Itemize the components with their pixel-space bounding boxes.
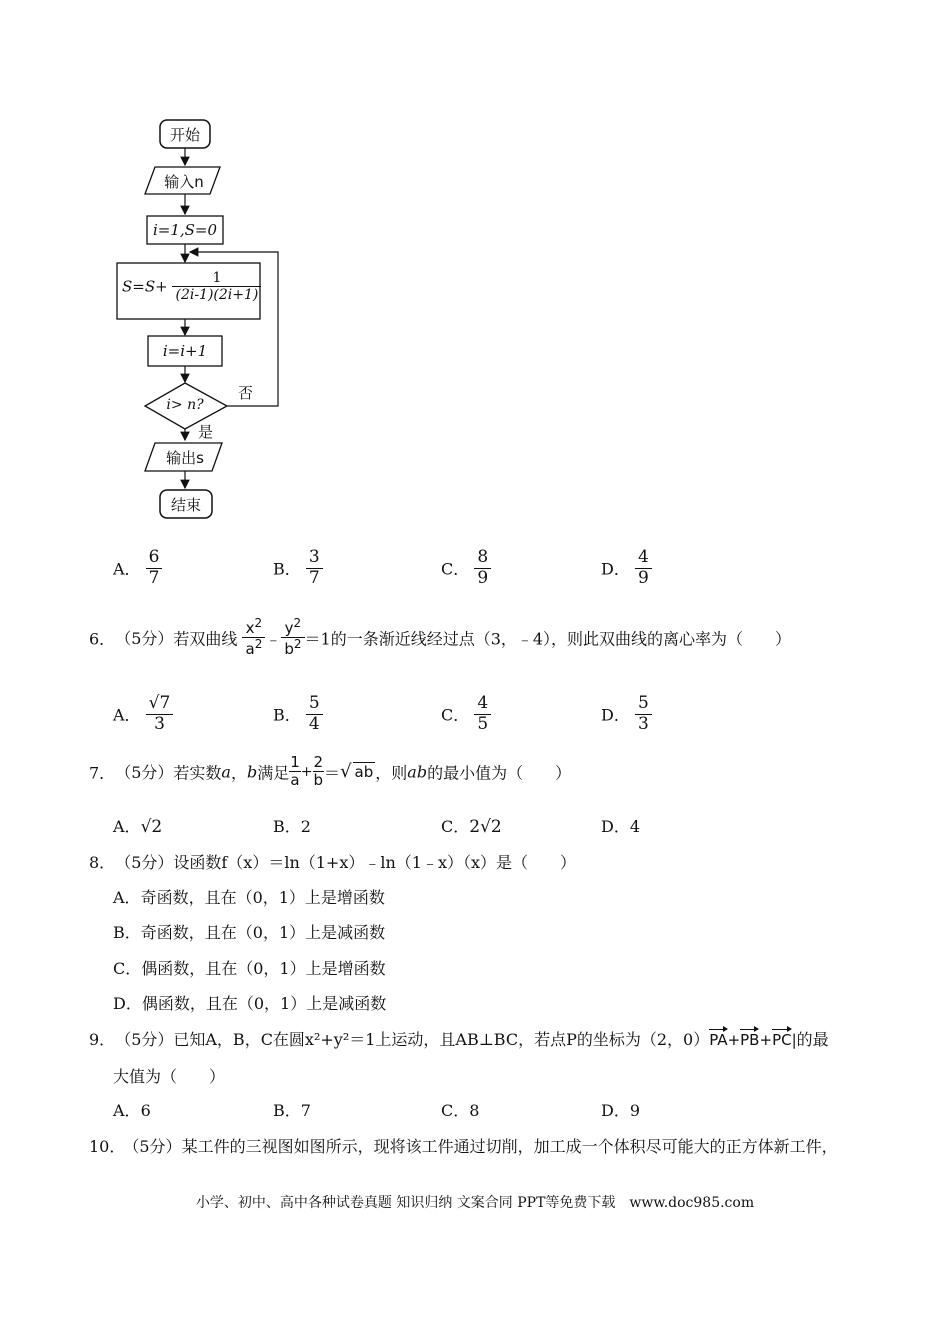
q5-option-c: [441, 548, 491, 588]
q9-option-d: [601, 1098, 640, 1121]
q7-option-c: [441, 814, 502, 837]
q9-option-a-value: 6: [140, 1101, 151, 1120]
q9-line2: 大值为（ ）: [113, 1067, 226, 1086]
q7-ab: ab: [407, 762, 428, 782]
q6-stem: [89, 617, 791, 659]
q9-option-c: [441, 1098, 479, 1121]
flow-start: 开始: [169, 126, 200, 144]
flow-increment: i=i+1: [162, 342, 208, 360]
q6-x-sq: 2: [254, 616, 263, 630]
q6-option-b-num: 5: [306, 694, 323, 715]
flow-update-num: 1: [172, 270, 261, 287]
q7-f2-num: 2: [313, 753, 324, 771]
q6-option-c-letter: C．: [441, 705, 470, 725]
q6-option-d-letter: D．: [601, 705, 630, 725]
flow-update-den: (2i-1)(2i+1): [175, 287, 259, 304]
q8-text: 设函数f（x）＝ln（1+x）﹣ln（1﹣x）（x）是（ ）: [173, 853, 577, 872]
q6-option-b-den: 4: [308, 713, 320, 734]
q8-option-c-letter: C．: [113, 959, 142, 978]
q9-option-c-letter: C．: [441, 1101, 470, 1120]
q7-f1-den: a: [290, 771, 300, 790]
q7-suffix: 的最小值为（ ）: [427, 763, 572, 783]
footer: 小学、初中、高中各种试卷真题 知识归纳 文案合同 PPT等免费下载 www.doc985.com: [195, 1195, 755, 1211]
q6-option-d-den: 3: [637, 713, 649, 734]
q7-suffix-pre: ，则: [375, 763, 408, 783]
q5-option-a-num: 6: [146, 548, 163, 569]
q7-f1-num: 1: [290, 753, 300, 771]
q9-number: 9．: [89, 1030, 116, 1049]
flow-condition: i> n?: [166, 397, 204, 413]
flow-init: i=1,S=0: [152, 221, 218, 239]
q7-f2-den: b: [313, 771, 324, 790]
q9-vec-pb: PB: [740, 1027, 759, 1049]
q6-option-d: [601, 694, 652, 734]
q6-minus: ﹣: [265, 629, 282, 649]
flow-update-lhs: S=S+: [122, 277, 168, 296]
flow-output: 输出s: [166, 449, 204, 467]
q6-option-a: [113, 694, 173, 734]
q9-option-a: [113, 1098, 151, 1121]
q9-score: （5分）: [123, 1030, 174, 1049]
q9-tail: 的最: [796, 1030, 829, 1049]
q5-option-b-num: 3: [306, 548, 323, 569]
q6-option-d-num: 5: [635, 694, 652, 715]
q8-option-d: [113, 991, 386, 1014]
q5-option-d-den: 9: [637, 567, 649, 588]
q5-option-b: [273, 548, 323, 588]
q10-text: 某工件的三视图如图所示，现将该工件通过切削，加工成一个体积尽可能大的正方体新工件，: [181, 1137, 838, 1156]
q8-option-b-letter: B．: [113, 923, 141, 942]
q7-option-b-letter: B．: [273, 817, 301, 836]
q7-eq: ＝: [324, 763, 341, 783]
q7-radical-icon: √: [340, 761, 352, 783]
q6-x: x: [245, 619, 255, 637]
q7-option-c-value: 2√2: [469, 817, 502, 837]
q7-score: （5分）: [123, 763, 174, 783]
q6-prefix: 若双曲线: [173, 629, 238, 649]
q5-option-c-den: 9: [477, 567, 489, 588]
q7-option-b-value: 2: [300, 817, 311, 836]
q9-option-d-letter: D．: [601, 1101, 630, 1120]
q8-option-a-letter: A．: [113, 888, 141, 907]
q8-option-d-text: 偶函数，且在（0，1）上是减函数: [141, 994, 387, 1013]
q5-option-d-letter: D．: [601, 559, 630, 579]
q7-a: a: [221, 762, 231, 782]
q9-vec-pa: PA: [709, 1027, 727, 1049]
q6-option-a-den: 3: [154, 713, 165, 734]
q6-option-c: [441, 694, 491, 734]
q6-b: b: [284, 640, 294, 659]
q5-option-d: [601, 548, 652, 588]
q6-option-a-letter: A．: [113, 705, 141, 725]
flow-end: 结束: [170, 496, 201, 514]
q8-option-b-text: 奇函数，且在（0，1）上是减函数: [140, 923, 386, 942]
flow-yes-label: 是: [198, 423, 214, 441]
q5-option-a-den: 7: [148, 567, 160, 588]
q8-score: （5分）: [123, 853, 174, 872]
q9-option-d-value: 9: [629, 1101, 641, 1120]
q7-root: [340, 762, 375, 781]
q6-a: a: [245, 640, 255, 659]
q6-y: y: [284, 619, 294, 637]
q7-option-d-value: 4: [629, 817, 641, 836]
q8-option-a-text: 奇函数，且在（0，1）上是增函数: [140, 888, 385, 907]
q7-option-a-value: √2: [140, 817, 163, 837]
q9-text: 已知A，B，C在圆x²+y²＝1上运动，且AB⊥BC，若点P的坐标为（2，0）: [173, 1030, 710, 1049]
q7-stem: [89, 754, 571, 790]
q9-option-b-letter: B．: [273, 1101, 301, 1120]
q7-plus: +: [300, 763, 313, 780]
q7-comma: ，: [230, 763, 247, 783]
q8-stem: [89, 850, 576, 873]
q6-number: 6．: [89, 629, 116, 649]
q6-suffix: ＝1的一条渐近线经过点（3，﹣4），则此双曲线的离心率为（ ）: [304, 629, 792, 649]
q9-option-b-value: 7: [300, 1101, 311, 1120]
q7-option-d-letter: D．: [601, 817, 630, 836]
q5-option-c-letter: C．: [441, 559, 470, 579]
q6-option-b-letter: B．: [273, 705, 301, 725]
q9-plus-2: +: [759, 1031, 773, 1049]
q6-option-a-num: √7: [146, 694, 174, 715]
q7-b: b: [246, 762, 258, 782]
q7-number: 7．: [89, 763, 116, 783]
q6-score: （5分）: [123, 629, 174, 649]
q8-option-d-letter: D．: [113, 994, 142, 1013]
q10-stem: [89, 1134, 838, 1157]
q7-option-d: [601, 814, 640, 837]
q9-vec-pc: PC: [772, 1027, 792, 1049]
q9-bar: |: [791, 1031, 797, 1049]
flow-update-frac: [172, 270, 261, 303]
q7-prefix: 若实数: [173, 763, 222, 783]
q8-option-c-text: 偶函数，且在（0，1）上是增函数: [141, 959, 386, 978]
q8-number: 8．: [89, 853, 116, 872]
q5-option-c-num: 8: [474, 548, 491, 569]
q10-number: 10．: [89, 1137, 126, 1156]
q7-option-a: [113, 814, 162, 837]
q7-option-b: [273, 814, 311, 837]
flowchart: [110, 110, 300, 530]
q6-frac-y: [281, 617, 304, 659]
q5-option-d-num: 4: [635, 548, 652, 569]
q9-plus-1: +: [727, 1031, 741, 1049]
q6-a-sq: 2: [254, 637, 263, 652]
q5-option-a-letter: A．: [113, 559, 141, 579]
q8-option-c: [113, 956, 386, 979]
q7-root-value: ab: [354, 763, 374, 782]
q6-option-c-num: 4: [474, 694, 491, 715]
q6-option-b: [273, 694, 323, 734]
flow-update: [122, 270, 261, 303]
q7-mid: 满足: [257, 763, 290, 783]
q6-frac-x: [242, 617, 265, 659]
q5-option-b-den: 7: [308, 567, 320, 588]
q9-option-a-letter: A．: [113, 1101, 141, 1120]
q7-option-c-letter: C．: [441, 817, 470, 836]
q10-score: （5分）: [131, 1137, 182, 1156]
q5-option-a: [113, 548, 162, 588]
flow-input: 输入n: [164, 173, 204, 191]
q7-option-a-letter: A．: [113, 817, 141, 836]
flow-no-label: 否: [238, 384, 254, 402]
q9-option-b: [273, 1098, 311, 1121]
q6-option-c-den: 5: [477, 713, 489, 734]
q5-option-b-letter: B．: [273, 559, 301, 579]
q9-option-c-value: 8: [469, 1101, 480, 1120]
q8-option-a: [113, 885, 385, 908]
q6-y-sq: 2: [293, 616, 302, 630]
q8-option-b: [113, 920, 385, 943]
q9-stem: [89, 1027, 829, 1050]
q6-b-sq: 2: [293, 637, 302, 652]
